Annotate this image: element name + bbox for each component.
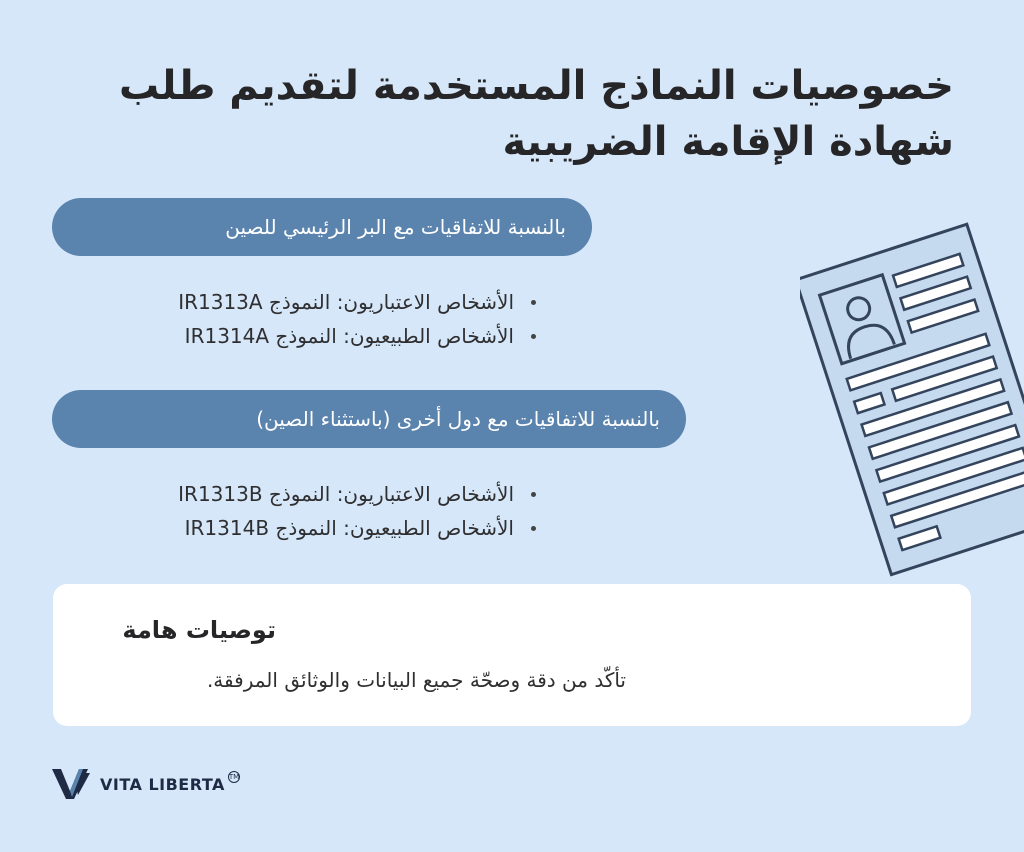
recommendation-text: تأكّد من دقة وصحّة جميع البيانات والوثائق المرفقة.: [206, 668, 626, 692]
section-heading-mainland-china: بالنسبة للاتفاقيات مع البر الرئيسي للصين: [52, 198, 592, 256]
list-item-text: الأشخاص الطبيعيون: النموذج IR1314A: [184, 324, 514, 348]
list-item-text: الأشخاص الاعتباريون: النموذج IR1313A: [178, 290, 514, 314]
trademark-mark: TM: [228, 773, 240, 781]
recommendation-title: توصيات هامة: [122, 616, 276, 644]
vita-liberta-logo-icon: [52, 767, 92, 801]
bullet-icon: [531, 300, 536, 305]
list-item: [44, 477, 514, 511]
brand-name: VITA LIBERTA: [100, 774, 225, 794]
list-item: [44, 511, 514, 545]
list-item: [44, 285, 514, 319]
list-item-text: الأشخاص الاعتباريون: النموذج IR1313B: [178, 482, 514, 506]
list-item-text: الأشخاص الطبيعيون: النموذج IR1314B: [184, 516, 514, 540]
document-with-profile-photo-icon: [800, 220, 1024, 594]
recommendation-card: [53, 584, 971, 726]
bullet-icon: [531, 334, 536, 339]
form-list-other-countries: [44, 477, 514, 545]
brand-logo: [52, 764, 240, 804]
list-item: [44, 319, 514, 353]
page-title: خصوصيات النماذج المستخدمة لتقديم طلب شهادة الإقامة الضريبية: [119, 63, 954, 165]
bullet-icon: [531, 526, 536, 531]
bullet-icon: [531, 492, 536, 497]
section-heading-other-countries: بالنسبة للاتفاقيات مع دول أخرى (باستثناء الصين): [52, 390, 686, 448]
form-list-mainland-china: [44, 285, 514, 353]
